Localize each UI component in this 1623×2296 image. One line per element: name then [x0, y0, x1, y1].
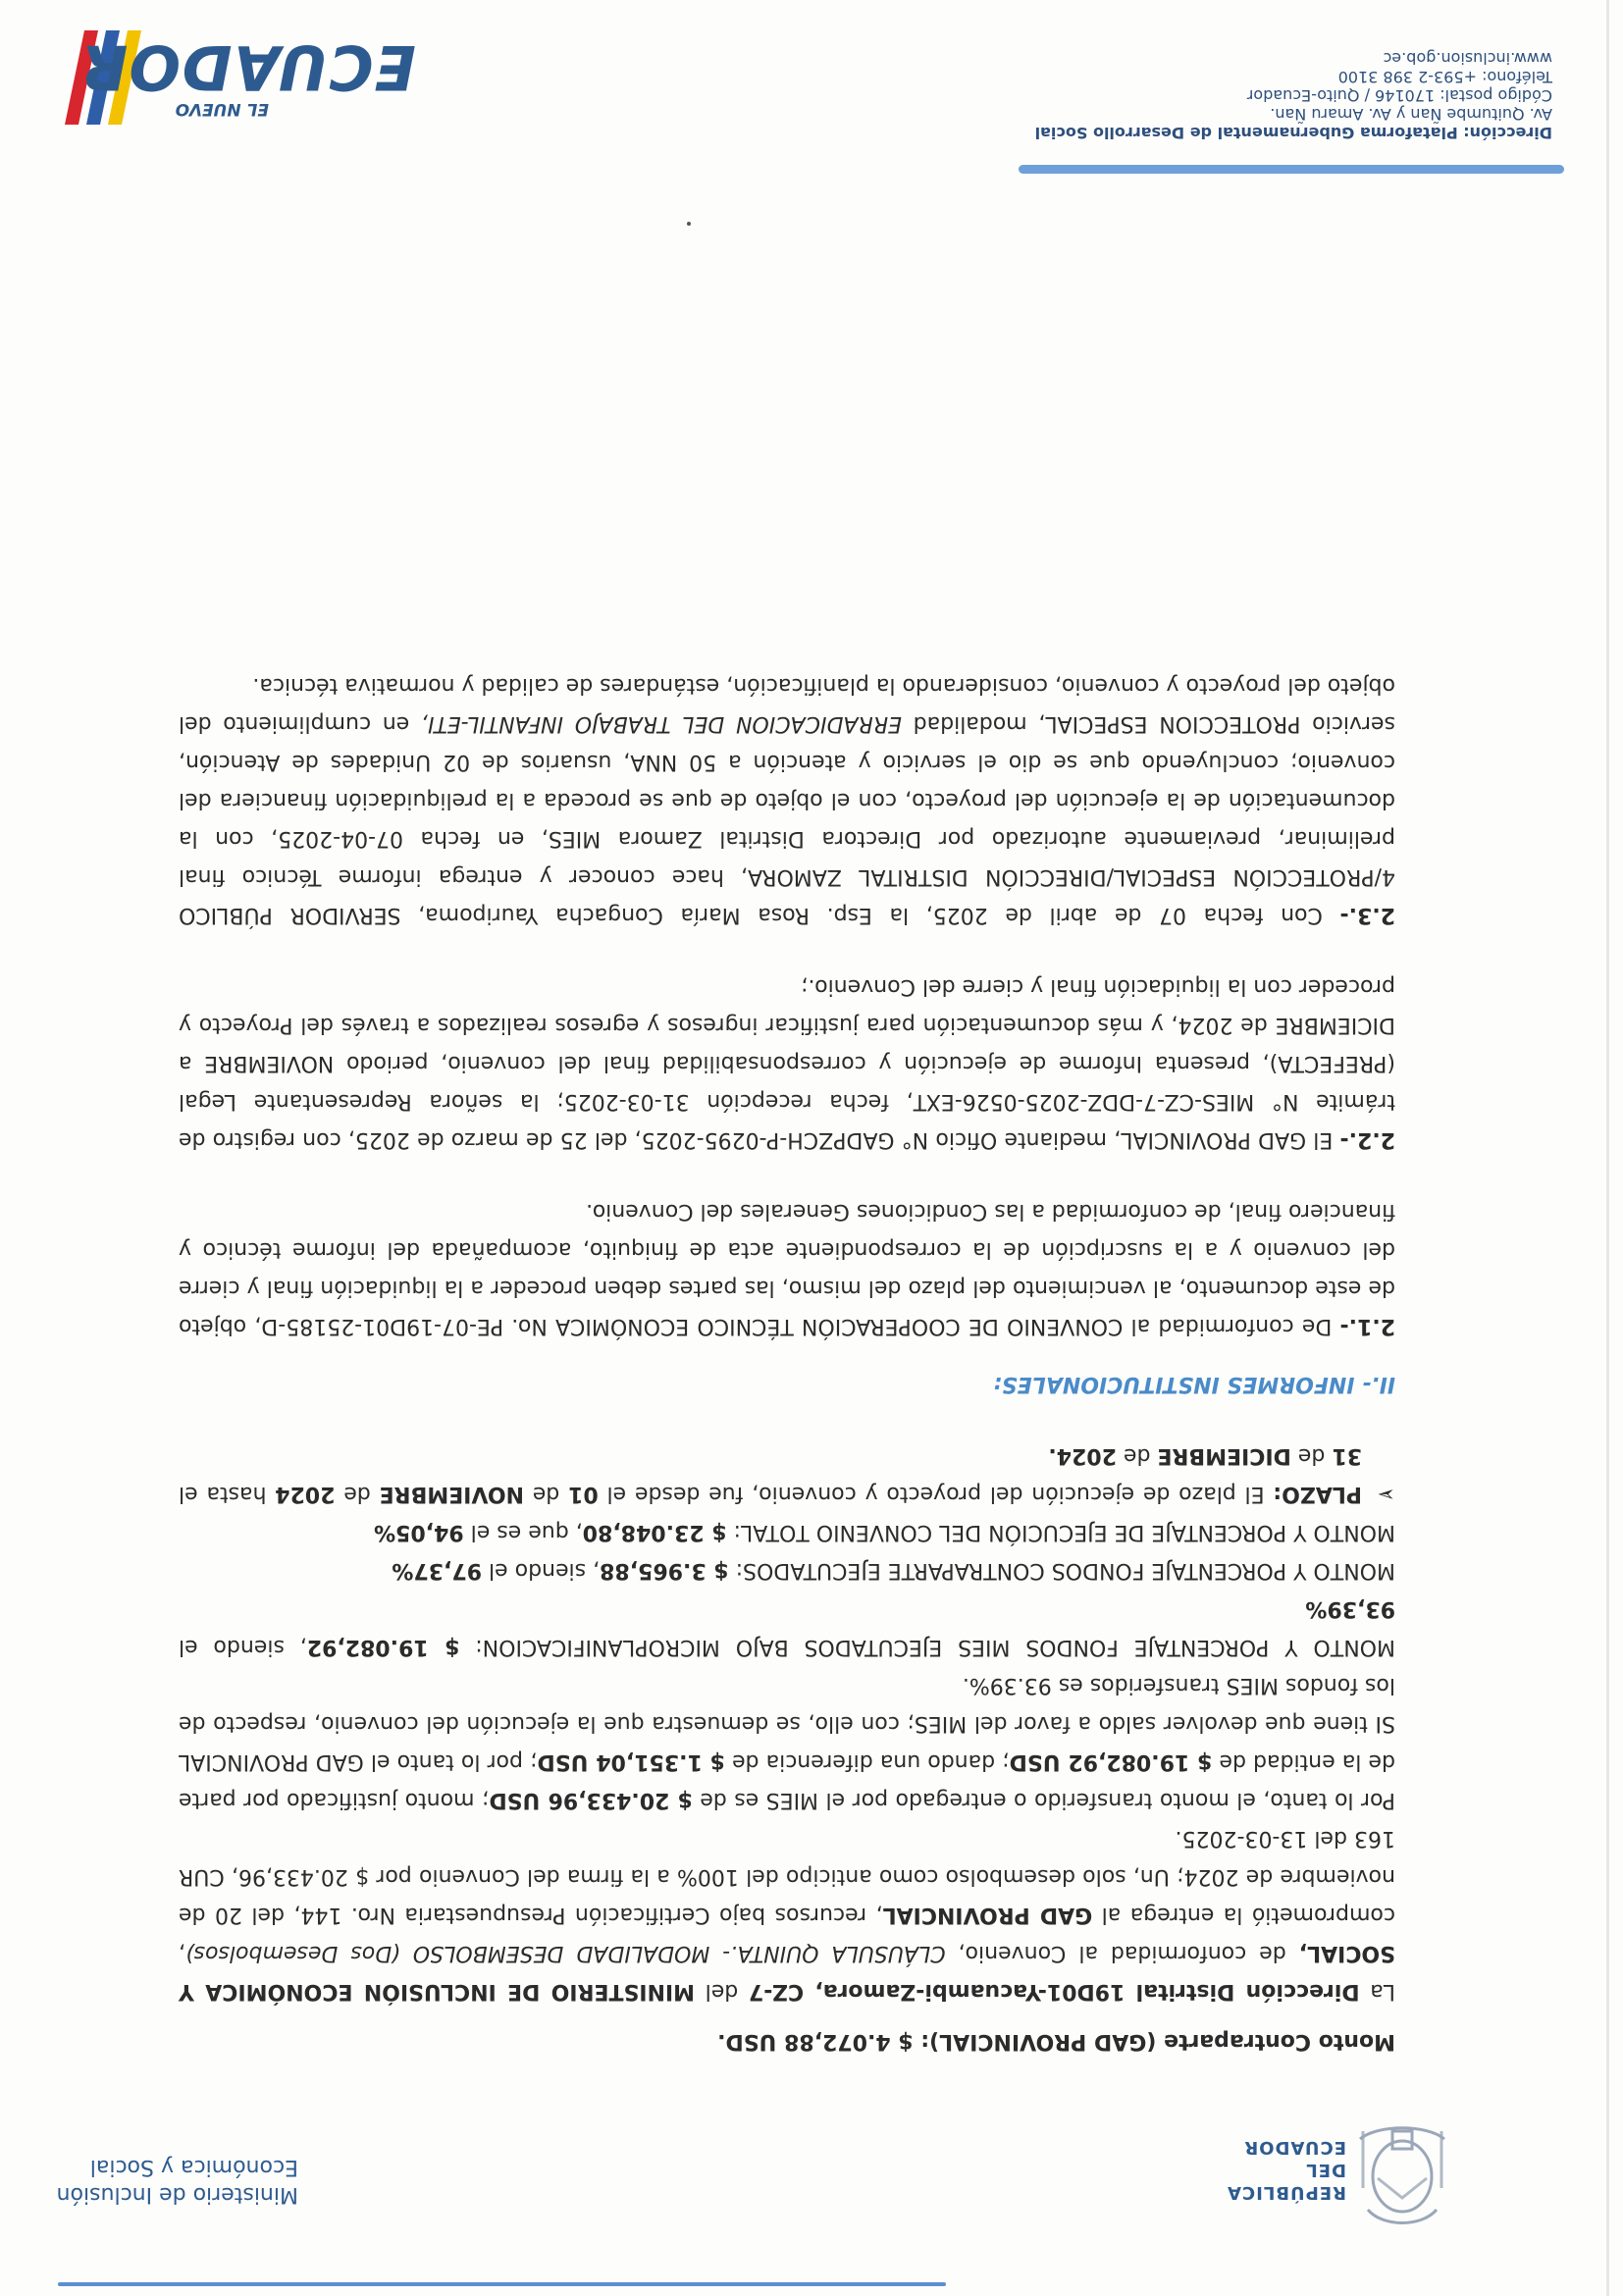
republica-del-ecuador-logo: [1201, 2110, 1456, 2237]
ministerio-line1: Ministerio de Inclusión: [56, 2182, 298, 2207]
el-nuevo-label: EL NUEVO: [175, 99, 269, 119]
paragraph-direccion-distrital: La Dirección Distrital 19D01-Yacuambi-Zamora, CZ-7 del MINISTERIO DE INCLUSIÓN ECONÓMICA Y SOCIAL, de conformidad al Convenio, CLÁUSULA QUINTA.- MODALIDAD DESEMBOLSO (Dos Desembolsos), comprometió la entrega al GAD PROVINCIAL, recursos bajo Certificación Presupuestaria Nro. 144, del 20 de noviembre de 2024; Un, solo desembolso como anticipo del 100% a la firma del Convenio por $ 20.433,96, CUR 163 del 13-03-2025.: [179, 1826, 1395, 2004]
ecuador-label: ECUADOR: [79, 31, 416, 103]
paragraph-2-1: 2.1.- De conformidad al CONVENIO DE COOPERACIÓN TÉCNICO ECONÓMICA No. PE-07-19D01-25185-D, objeto de este documento, al vencimiento del plazo del mismo, las partes deben proceder a la liquidación final y cierre del convenio y a la suscripción de la correspondiente acta de finiquito, acompañada del informe técnico y financiero final, de conformidad a las Condiciones Generales del Convenio.: [179, 1199, 1395, 1338]
paragraph-2-3: 2.3.- Con fecha 07 de abril de 2025, la Esp. Rosa María Congacha Yauripoma, SERVIDOR PÚBLICO 4/PROTECCIÓN ESPECIAL/DIRECCIÓN DISTRITAL ZAMORA, hace conocer y entrega informe Técnico final preliminar, previamente autorizado por Directora Distrital Zamora MIES, en fecha 07-04-2025, con la documentación de la ejecución del proyecto, con el objeto de que se proceda a la preliquidación financiera del convenio; concluyendo que se dio el servicio y atención a 50 NNA, usuarios de 02 Unidades de Atención, servicio PROTECCION ESPECIAL, modalidad ERRADICACION DEL TRABAJO INFANTIL-ETI, en cumplimiento del objeto del proyecto y convenio, considerando la planificación, estándares de calidad y normativa técnica.: [179, 673, 1395, 927]
footer-telefono: Teléfono: +593-2 398 3100: [1337, 68, 1552, 86]
paragraph-fondos-mies: MONTO Y PORCENTAJE FONDOS MIES EJECUTADOS BAJO MICROPLANIFICACION: $ 19.082,92, siendo el 93,39%: [178, 1596, 1395, 1659]
ministerio-line2: Económica y Social: [89, 2155, 298, 2179]
footer-direccion: Dirección: Plataforma Gubernamental de Desarrollo Social: [1034, 124, 1552, 142]
footer-rule: [1019, 165, 1564, 174]
footer-postal: Código postal: 170146 / Quito-Ecuador: [1246, 86, 1552, 105]
del-ecuador-label: DEL ECUADOR: [1243, 2137, 1346, 2180]
section-title-informes: II.- INFORMES INSTITUCIONALES:: [993, 1372, 1395, 1396]
footer-address: [1035, 49, 1552, 142]
monto-contraparte: Monto Contraparte (GAD PROVINCIAL): $ 4.072,88 USD.: [717, 2029, 1395, 2054]
stray-dot: [687, 222, 691, 226]
ministerio-heading: [57, 2153, 298, 2208]
arrow-bullet-icon: ➢: [1377, 1482, 1395, 1506]
paragraph-2-2: 2.2.- El GAD PROVINCIAL, mediante Oficio N° GADPZCH-P-0295-2025, del 25 de marzo de 2025, con registro de trámite N° MIES-CZ-7-DDZ-2025-0526-EXT, fecha recepción 31-03-2025; la señora Representante Legal (PREFECTA), presenta Informe de ejecución y corresponsabilidad final del convenio, periodo NOVIEMBRE a DICIEMBRE de 2024, y más documentación para justificar ingresos y egresos realizados a través del Proyecto y proceder con la liquidación final y cierre del Convenio.;: [179, 974, 1395, 1152]
paragraph-ejecucion-total: MONTO Y PORCENTAJE DE EJECUCIÓN DEL CONVENIO TOTAL: $ 23.048,80, que es el 94,05%: [374, 1520, 1395, 1544]
paragraph-monto-transferido: Por lo tanto, el monto transferido o entregado por el MIES es de $ 20.433,96 USD; monto justificado por parte de la entidad de $ 19.082,92 USD; dando una diferencia de $ 1.351,04 USD; por lo tanto el GAD PROVINCIAL SI tiene que devolver saldo a favor del MIES; con ello, se demuestra que la ejecución del convenio, respecto de los fondos MIES transferidos es 93.39%.: [178, 1673, 1395, 1812]
paragraph-fondos-contraparte: MONTO Y PORCENTAJE FONDOS CONTRAPARTE EJECUTADOS: $ 3.965,88, siendo el 97,37%: [392, 1558, 1395, 1583]
footer-web: www.inclusion.gob.ec: [1383, 49, 1552, 68]
footer-street: Av. Quitumbe Ñan y Av. Amaru Ñan.: [1270, 105, 1552, 124]
header-rule: [58, 2282, 946, 2286]
paragraph-plazo: ➢ PLAZO: El plazo de ejecución del proyecto y convenio, fue desde el 01 de NOVIEMBRE de 2024 hasta el 31 de DICIEMBRE de 2024.: [179, 1436, 1395, 1513]
republica-label: REPÚBLICA: [1227, 2182, 1346, 2203]
coat-of-arms-icon: [1348, 2119, 1456, 2237]
document-body: [179, 666, 1395, 2061]
el-nuevo-ecuador-logo: [53, 20, 416, 132]
